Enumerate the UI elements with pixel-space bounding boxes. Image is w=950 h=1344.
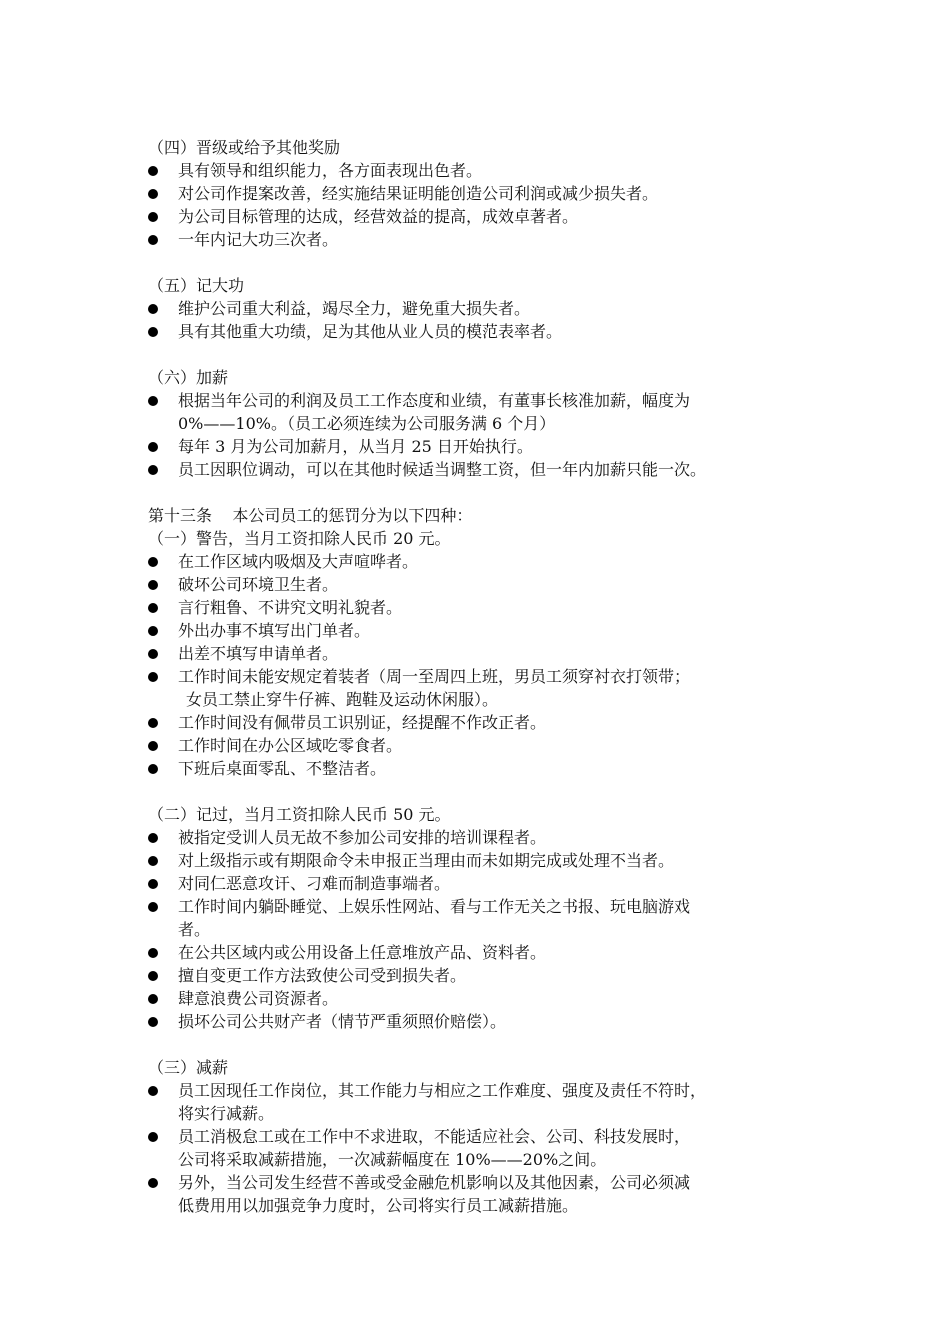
- list-item-text: 工作时间内躺卧睡觉、上娱乐性网站、看与工作无关之书报、玩电脑游戏: [178, 897, 691, 916]
- list-item: [148, 757, 828, 780]
- list-item: [148, 320, 828, 343]
- bullet-icon: [148, 948, 158, 958]
- bullet-icon: [148, 1178, 158, 1188]
- list-item-text-continued: 者。: [178, 920, 211, 939]
- list-item: [148, 435, 828, 458]
- bullet-list: [148, 389, 828, 481]
- list-item-text: 根据当年公司的利润及员工工作态度和业绩，有董事长核准加薪，幅度为: [178, 391, 691, 410]
- list-item: [148, 228, 828, 251]
- section-heading: （一）警告，当月工资扣除人民币 20 元。: [148, 529, 451, 548]
- bullet-list: [148, 297, 828, 343]
- bullet-icon: [148, 672, 158, 682]
- list-item-text: 损坏公司公共财产者（情节严重须照价赔偿）。: [178, 1012, 507, 1031]
- list-item-text: 对上级指示或有期限命令未申报正当理由而未如期完成或处理不当者。: [178, 851, 675, 870]
- list-item-text: 破坏公司环境卫生者。: [178, 575, 339, 594]
- bullet-icon: [148, 189, 158, 199]
- bullet-list: [148, 826, 828, 1033]
- bullet-icon: [148, 879, 158, 889]
- list-item: [148, 895, 828, 941]
- bullet-icon: [148, 718, 158, 728]
- bullet-icon: [148, 465, 158, 475]
- list-item: [148, 1079, 828, 1125]
- list-item-text: 擅自变更工作方法致使公司受到损失者。: [178, 966, 467, 985]
- list-item: [148, 1010, 828, 1033]
- bullet-icon: [148, 971, 158, 981]
- bullet-icon: [148, 649, 158, 659]
- section-heading: （六）加薪: [148, 368, 229, 387]
- list-item-text: 维护公司重大利益，竭尽全力，避免重大损失者。: [178, 299, 531, 318]
- list-item-text: 被指定受训人员无故不参加公司安排的培训课程者。: [178, 828, 547, 847]
- bullet-icon: [148, 994, 158, 1004]
- list-item-text: 肆意浪费公司资源者。: [178, 989, 339, 1008]
- list-item: [148, 941, 828, 964]
- bullet-icon: [148, 1017, 158, 1027]
- document-body: [148, 136, 828, 1217]
- list-item-text: 工作时间没有佩带员工识别证，经提醒不作改正者。: [178, 713, 547, 732]
- bullet-icon: [148, 764, 158, 774]
- list-item-text: 工作时间在办公区域吃零食者。: [178, 736, 403, 755]
- list-item-text: 员工因职位调动，可以在其他时候适当调整工资，但一年内加薪只能一次。: [178, 460, 707, 479]
- list-item: [148, 573, 828, 596]
- bullet-icon: [148, 557, 158, 567]
- list-item: [148, 550, 828, 573]
- list-item-text: 员工消极怠工或在工作中不求进取，不能适应社会、公司、科技发展时，: [178, 1127, 691, 1146]
- list-item-text: 具有领导和组织能力，各方面表现出色者。: [178, 161, 483, 180]
- bullet-icon: [148, 166, 158, 176]
- bullet-icon: [148, 212, 158, 222]
- list-item-text: 出差不填写申请单者。: [178, 644, 339, 663]
- bullet-icon: [148, 603, 158, 613]
- list-item-text: 为公司目标管理的达成，经营效益的提高，成效卓著者。: [178, 207, 579, 226]
- section-heading: （五）记大功: [148, 276, 245, 295]
- list-item: [148, 1171, 828, 1217]
- list-item: [148, 389, 828, 435]
- bullet-icon: [148, 304, 158, 314]
- list-item: [148, 826, 828, 849]
- list-item-text: 另外，当公司发生经营不善或受金融危机影响以及其他因素，公司必须减: [178, 1173, 691, 1192]
- list-item-text: 下班后桌面零乱、不整洁者。: [178, 759, 387, 778]
- bullet-icon: [148, 626, 158, 636]
- bullet-icon: [148, 235, 158, 245]
- list-item: [148, 297, 828, 320]
- list-item-text-continued: 将实行减薪。: [178, 1104, 275, 1123]
- list-item-text: 对同仁恶意攻讦、刁难而制造事端者。: [178, 874, 451, 893]
- section-heading: （四）晋级或给予其他奖励: [148, 138, 341, 157]
- list-item: [148, 642, 828, 665]
- list-item-text: 在公共区域内或公用设备上任意堆放产品、资料者。: [178, 943, 547, 962]
- list-item: [148, 987, 828, 1010]
- list-item-text: 在工作区域内吸烟及大声喧哗者。: [178, 552, 419, 571]
- bullet-icon: [148, 396, 158, 406]
- bullet-icon: [148, 442, 158, 452]
- list-item-text-continued: 女员工禁止穿牛仔裤、跑鞋及运动休闲服）。: [186, 690, 499, 709]
- list-item: [148, 1125, 828, 1171]
- list-item-text: 对公司作提案改善，经实施结果证明能创造公司利润或减少损失者。: [178, 184, 659, 203]
- bullet-icon: [148, 1132, 158, 1142]
- section-heading: （二）记过，当月工资扣除人民币 50 元。: [148, 805, 451, 824]
- list-item: [148, 596, 828, 619]
- list-item: [148, 964, 828, 987]
- bullet-list: [148, 159, 828, 251]
- list-item: [148, 159, 828, 182]
- list-item: [148, 619, 828, 642]
- list-item-text-continued: 公司将采取减薪措施，一次减薪幅度在 10%——20%之间。: [178, 1150, 607, 1169]
- bullet-icon: [148, 741, 158, 751]
- list-item: [148, 205, 828, 228]
- list-item-text: 言行粗鲁、不讲究文明礼貌者。: [178, 598, 403, 617]
- bullet-list: [148, 550, 828, 780]
- list-item-text-continued: 0%——10%。（员工必须连续为公司服务满 6 个月）: [178, 414, 556, 433]
- list-item-text: 工作时间未能安规定着装者（周一至周四上班，男员工须穿衬衣打领带；: [178, 667, 691, 686]
- list-item-text: 一年内记大功三次者。: [178, 230, 339, 249]
- list-item-text: 外出办事不填写出门单者。: [178, 621, 371, 640]
- bullet-icon: [148, 856, 158, 866]
- bullet-icon: [148, 1086, 158, 1096]
- bullet-list: [148, 1079, 828, 1217]
- article-title: 第十三条 本公司员工的惩罚分为以下四种：: [148, 506, 473, 525]
- list-item: [148, 665, 828, 711]
- list-item-text: 每年 3 月为公司加薪月，从当月 25 日开始执行。: [178, 437, 533, 456]
- bullet-icon: [148, 902, 158, 912]
- bullet-icon: [148, 833, 158, 843]
- list-item-text: 具有其他重大功绩，足为其他从业人员的模范表率者。: [178, 322, 563, 341]
- list-item-text-continued: 低费用用以加强竞争力度时，公司将实行员工减薪措施。: [178, 1196, 579, 1215]
- section-heading: （三）减薪: [148, 1058, 229, 1077]
- list-item: [148, 458, 828, 481]
- list-item: [148, 711, 828, 734]
- list-item: [148, 182, 828, 205]
- bullet-icon: [148, 580, 158, 590]
- list-item: [148, 872, 828, 895]
- list-item-text: 员工因现任工作岗位，其工作能力与相应之工作难度、强度及责任不符时，: [178, 1081, 707, 1100]
- bullet-icon: [148, 327, 158, 337]
- list-item: [148, 849, 828, 872]
- list-item: [148, 734, 828, 757]
